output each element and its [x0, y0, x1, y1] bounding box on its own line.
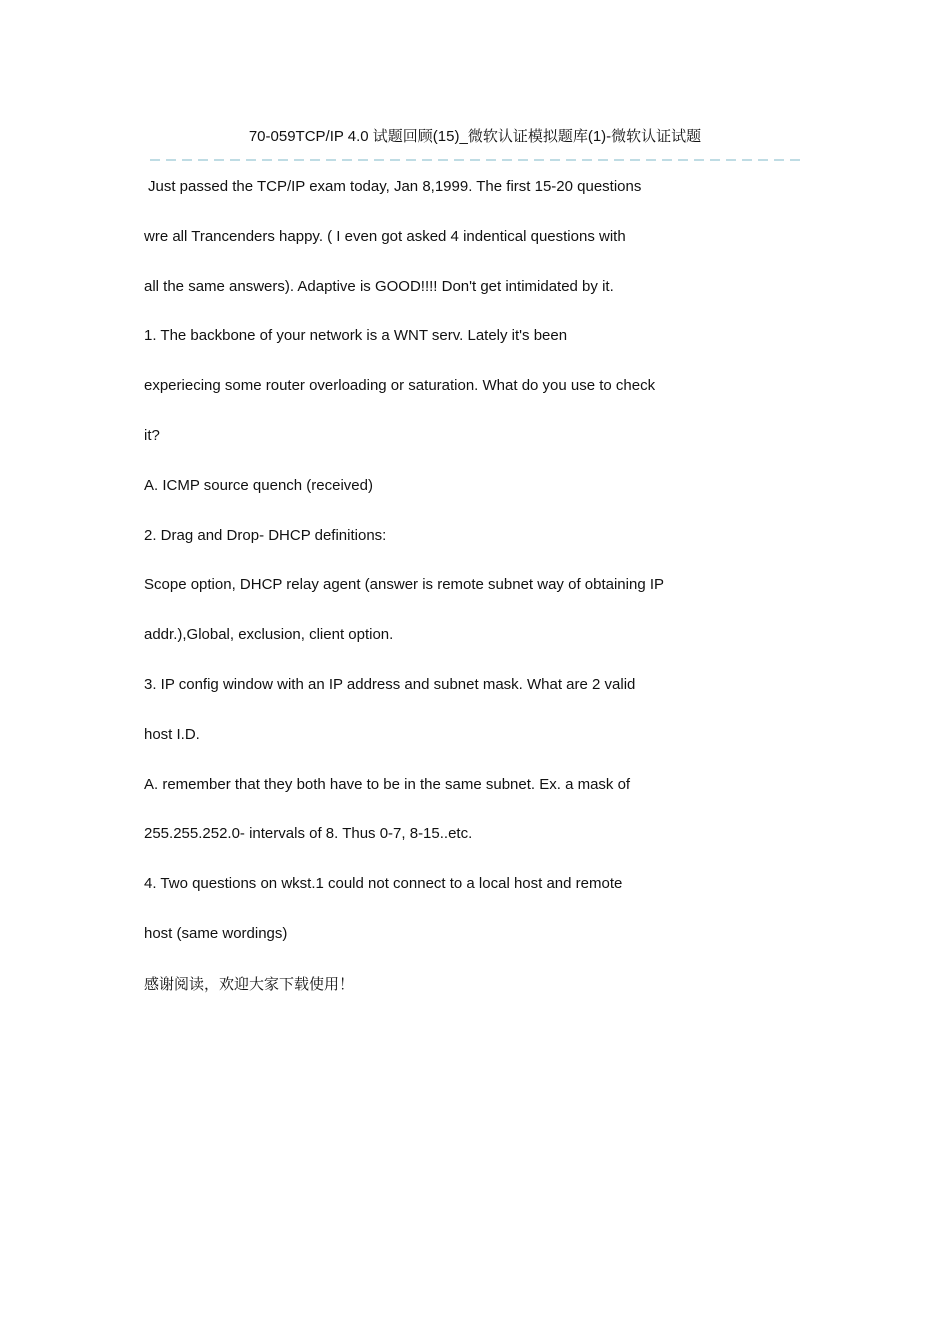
- document-body: [144, 175, 824, 1022]
- paragraph-intro-1: Just passed the TCP/IP exam today, Jan 8,1999. The first 15-20 questions: [148, 178, 642, 195]
- question-2-line-1: 2. Drag and Drop- DHCP definitions:: [144, 526, 387, 544]
- question-1-line-3: it?: [144, 426, 160, 444]
- question-4-line-1: 4. Two questions on wkst.1 could not connect to a local host and remote: [144, 875, 623, 893]
- question-2-line-3: addr.),Global, exclusion, client option.: [144, 626, 394, 644]
- document-title: 70-059TCP/IP 4.0 试题回顾(15)_微软认证模拟题库(1)-微软认证试题: [248, 128, 702, 145]
- question-2-line-2: Scope option, DHCP relay agent (answer is remote subnet way of obtaining IP: [144, 576, 665, 594]
- answer-1: A. ICMP source quench (received): [144, 476, 373, 494]
- question-3-line-1: 3. IP config window with an IP address and subnet mask. What are 2 valid: [144, 675, 636, 693]
- question-3-line-2: host I.D.: [144, 725, 200, 743]
- closing-note: 感谢阅读，欢迎大家下载使用！: [144, 974, 355, 993]
- title-dashed-rule: [150, 156, 800, 164]
- question-1-line-2: experiecing some router overloading or saturation. What do you use to check: [144, 377, 656, 395]
- paragraph-intro-2: wre all Trancenders happy. ( I even got asked 4 indentical questions with: [144, 227, 626, 245]
- answer-3-line-2: 255.255.252.0- intervals of 8. Thus 0-7, 8-15..etc.: [144, 825, 473, 843]
- question-1-line-1: 1. The backbone of your network is a WNT serv. Lately it's been: [144, 327, 568, 345]
- question-4-line-2: host (same wordings): [144, 924, 288, 942]
- dashed-rule-graphic: [150, 156, 800, 164]
- paragraph-intro-3: all the same answers). Adaptive is GOOD!!!! Don't get intimidated by it.: [144, 277, 614, 295]
- answer-3-line-1: A. remember that they both have to be in the same subnet. Ex. a mask of: [144, 775, 631, 793]
